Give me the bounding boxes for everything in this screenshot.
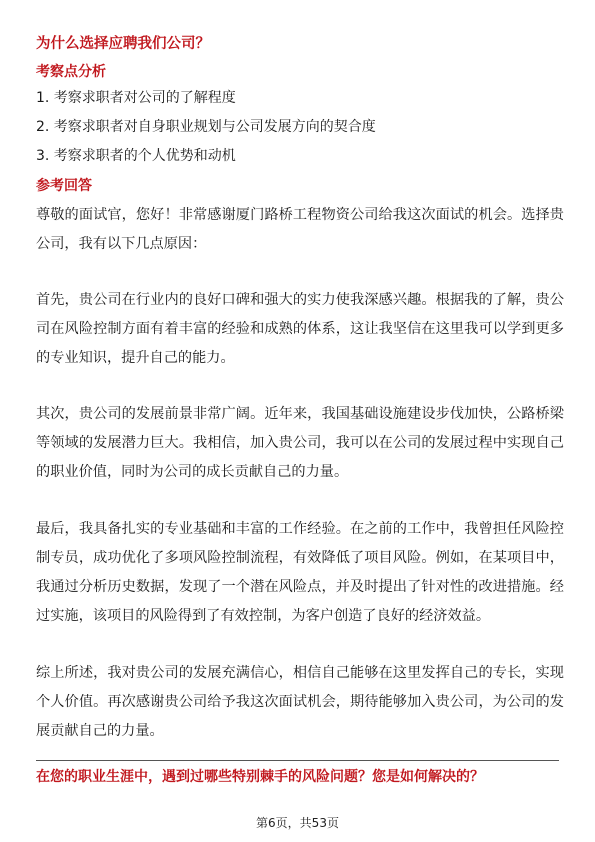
- page-number: 第6页，共53页: [256, 816, 339, 830]
- analysis-point: 2. 考察求职者对自身职业规划与公司发展方向的契合度: [36, 119, 376, 135]
- question-title: 为什么选择应聘我们公司？: [36, 36, 210, 52]
- answer-paragraph: 其次，贵公司的发展前景非常广阔。近年来，我国基础设施建设步伐加快，公路桥梁等领域的发展潜力巨大。我相信，加入贵公司，我可以在公司的发展过程中实现自己的职业价值，同时为公司的成长贡献自己的力量。: [36, 406, 564, 480]
- section-divider: [36, 760, 559, 761]
- analysis-heading: 考察点分析: [36, 64, 106, 80]
- next-question-title: 在您的职业生涯中，遇到过哪些特别棘手的风险问题？您是如何解决的？: [36, 769, 484, 785]
- answer-paragraph: 最后，我具备扎实的专业基础和丰富的工作经验。在之前的工作中，我曾担任风险控制专员，成功优化了多项风险控制流程，有效降低了项目风险。例如，在某项目中，我通过分析历史数据，发现了一个潜在风险点，并及时提出了针对性的改进措施。经过实施，该项目的风险得到了有效控制，为客户创造了良好的经济效益。: [36, 521, 564, 624]
- analysis-point: 1. 考察求职者对公司的了解程度: [36, 90, 236, 106]
- answer-heading: 参考回答: [36, 178, 92, 194]
- answer-paragraph: 尊敬的面试官，您好！非常感谢厦门路桥工程物资公司给我这次面试的机会。选择贵公司，我有以下几点原因：: [36, 207, 564, 252]
- answer-paragraph: 综上所述，我对贵公司的发展充满信心，相信自己能够在这里发挥自己的专长，实现个人价值。再次感谢贵公司给予我这次面试机会，期待能够加入贵公司，为公司的发展贡献自己的力量。: [36, 665, 564, 739]
- analysis-point: 3. 考察求职者的个人优势和动机: [36, 148, 236, 164]
- answer-paragraph: 首先，贵公司在行业内的良好口碑和强大的实力使我深感兴趣。根据我的了解，贵公司在风险控制方面有着丰富的经验和成熟的体系，这让我坚信在这里我可以学到更多的专业知识，提升自己的能力。: [36, 292, 564, 366]
